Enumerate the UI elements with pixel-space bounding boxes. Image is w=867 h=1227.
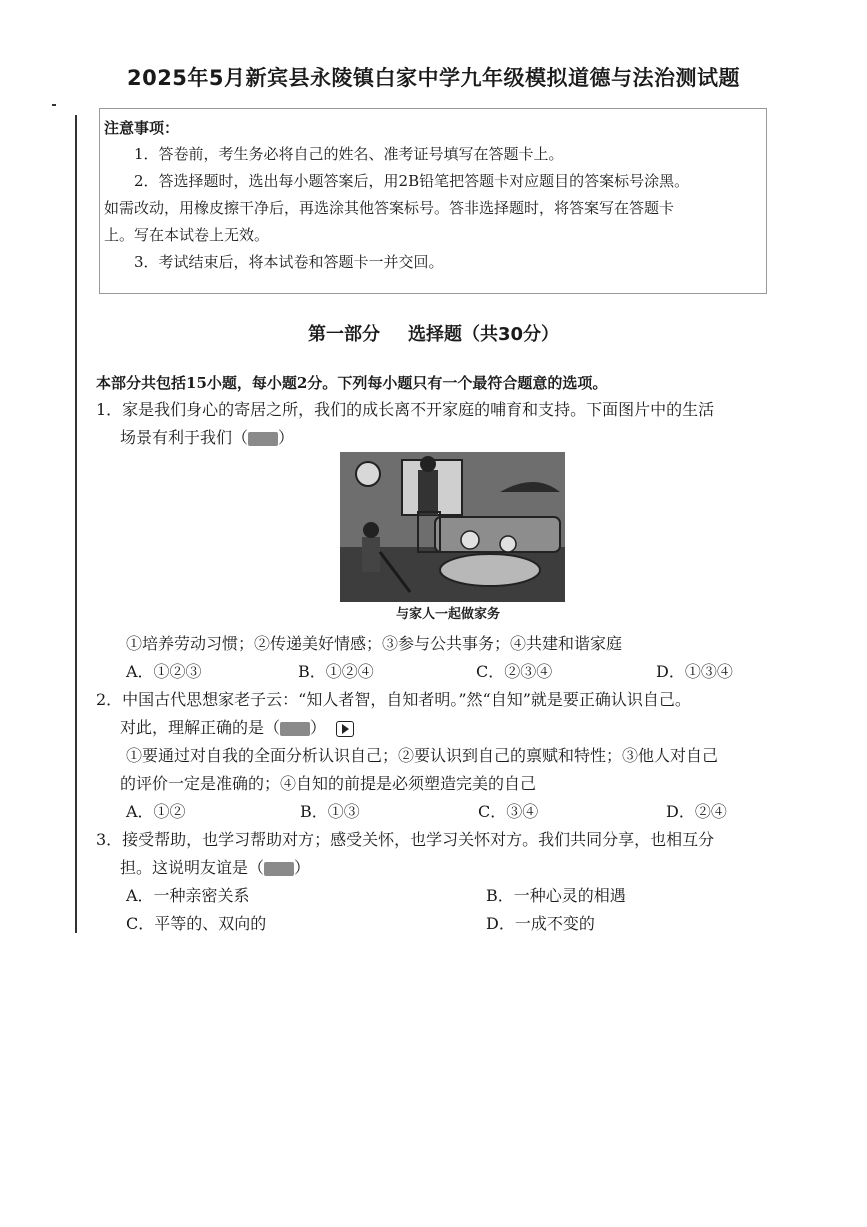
margin-tick xyxy=(52,104,56,106)
part-one-title xyxy=(0,320,867,346)
clock-icon xyxy=(356,462,380,486)
q1-stem-2 xyxy=(96,424,796,452)
figure-caption: 与家人一起做家务 xyxy=(396,607,501,622)
q3-option-b[interactable]: B．一种心灵的相遇 xyxy=(486,886,626,905)
housework-illustration xyxy=(340,452,565,602)
notice-box xyxy=(99,108,767,294)
q3-option-d[interactable]: D．一成不变的 xyxy=(486,914,595,933)
q3-option-c[interactable]: C．平等的、双向的 xyxy=(126,914,267,933)
parent-head xyxy=(420,456,436,472)
table xyxy=(440,554,540,586)
q2-statements-2: 的评价一定是准确的；④自知的前提是必须塑造完美的自己 xyxy=(120,774,537,793)
notice-item-1: 1．答卷前，考生务必将自己的姓名、准考证号填写在答题卡上。 xyxy=(134,145,564,163)
q3-stem: 3．接受帮助，也学习帮助对方；感受关怀，也学习关怀对方。我们共同分享，也相互分 xyxy=(96,830,715,849)
part-one-label: 第一部分 xyxy=(307,324,380,345)
notice-item-2-end: 上。写在本试卷上无效。 xyxy=(104,226,270,244)
q1-option-c[interactable]: C．②③④ xyxy=(476,662,553,681)
answer-blank xyxy=(264,862,294,876)
q2-option-d[interactable]: D．②④ xyxy=(666,802,727,821)
sofa xyxy=(435,517,560,552)
q2-option-c[interactable]: C．③④ xyxy=(478,802,539,821)
q2-statements-1: ①要通过对自我的全面分析认识自己；②要认识到自己的禀赋和特性；③他人对自己 xyxy=(126,746,719,765)
q3-stem-2b: ） xyxy=(294,858,311,877)
notice-item-2-cont: 如需改动，用橡皮擦干净后，再选涂其他答案标号。答非选择题时，将答案写在答题卡 xyxy=(104,199,675,217)
child-figure xyxy=(362,537,380,572)
q2-stem: 2．中国古代思想家老子云：“知人者智，自知者明。”然“自知”就是要正确认识自己。 xyxy=(96,690,691,709)
answer-blank xyxy=(280,722,310,736)
q1-option-b[interactable]: B．①②④ xyxy=(298,662,374,681)
q1-options xyxy=(96,658,796,686)
q1-statements: ①培养劳动习惯；②传递美好情感；③参与公共事务；④共建和谐家庭 xyxy=(126,634,623,653)
q1-stem-2a: 场景有利于我们（ xyxy=(120,428,249,447)
notice-heading: 注意事项： xyxy=(104,119,180,137)
q3-options-row-2 xyxy=(96,910,796,938)
q2-stem-2a: 对此，理解正确的是（ xyxy=(120,718,281,737)
q3-option-a[interactable]: A．一种亲密关系 xyxy=(126,886,250,905)
question-2 xyxy=(96,686,796,826)
q1-stem-2b: ） xyxy=(278,428,295,447)
q2-stem-2b: ） xyxy=(310,718,327,737)
sibling-head xyxy=(461,531,479,549)
q2-option-a[interactable]: A．①② xyxy=(126,802,186,821)
q2-stem-2 xyxy=(96,714,796,742)
answer-blank xyxy=(248,432,278,446)
q2-options xyxy=(96,798,796,826)
q3-options-row-1 xyxy=(96,882,796,910)
q2-option-b[interactable]: B．①③ xyxy=(300,802,360,821)
q1-option-d[interactable]: D．①③④ xyxy=(656,662,733,681)
q3-stem-2 xyxy=(96,854,796,882)
binding-margin-line xyxy=(75,115,77,933)
question-3 xyxy=(96,826,796,938)
q1-stem: 1．家是我们身心的寄居之所，我们的成长离不开家庭的哺育和支持。下面图片中的生活 xyxy=(96,400,715,419)
part-one-subtitle: 选择题（共30分） xyxy=(407,324,560,345)
video-play-icon[interactable] xyxy=(336,721,354,737)
q1-option-a[interactable]: A．①②③ xyxy=(126,662,202,681)
q3-stem-2a: 担。这说明友谊是（ xyxy=(120,858,265,877)
notice-item-2: 2．答选择题时，选出每小题答案后，用2B铅笔把答题卡对应题目的答案标号涂黑。 xyxy=(134,172,690,190)
grandparent-head xyxy=(500,536,516,552)
section-intro: 本部分共包括15小题，每小题2分。下列每小题只有一个最符合题意的选项。 xyxy=(96,374,608,392)
notice-item-3: 3．考试结束后，将本试卷和答题卡一并交回。 xyxy=(134,253,444,271)
parent-figure xyxy=(418,470,438,515)
child-head xyxy=(363,522,379,538)
exam-title: 2025年5月新宾县永陵镇白家中学九年级模拟道德与法治测试题 xyxy=(126,66,741,90)
